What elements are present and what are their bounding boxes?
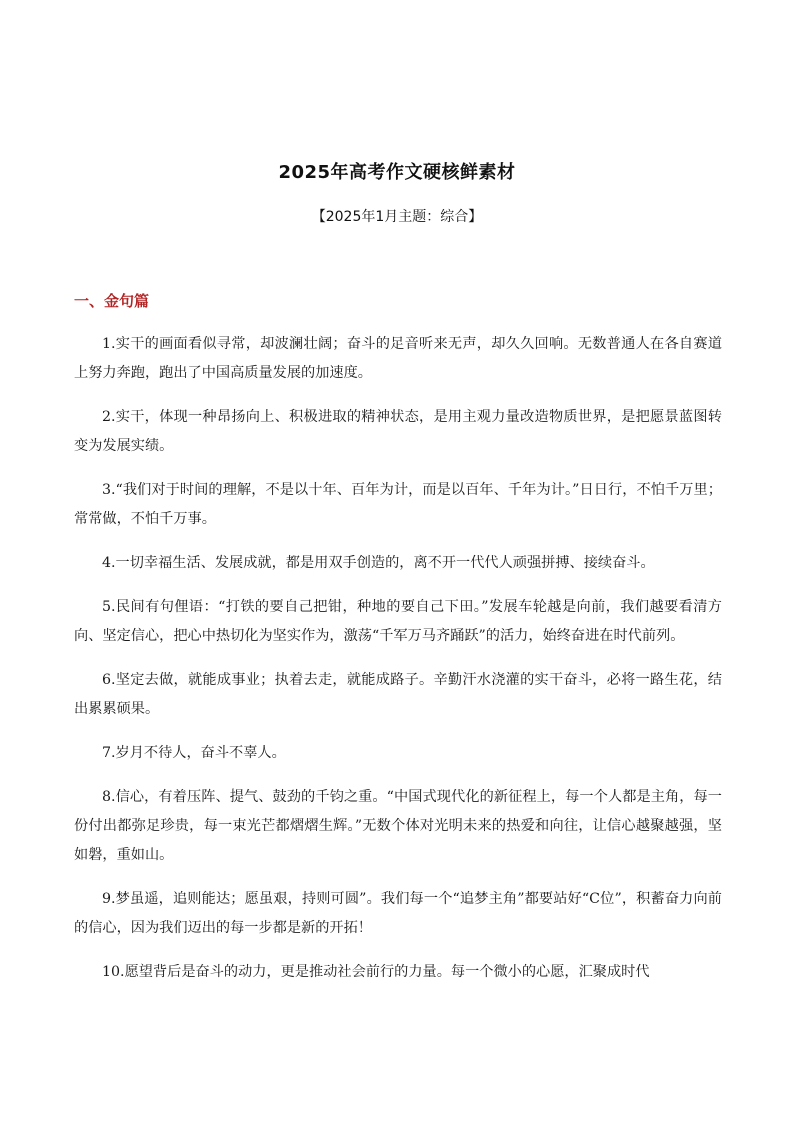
quote-item: 7.岁月不待人，奋斗不辜人。 (102, 745, 286, 761)
page-subtitle: 【2025年1月主题：综合】 (311, 209, 483, 225)
quote-item: 6.坚定去做，就能成事业；执着去走，就能成路子。辛勤汗水浇灌的实干奋斗，必将一路生花，结出累累硕果。 (74, 672, 722, 717)
quote-item: 8.信心，有着压阵、提气、鼓劲的千钧之重。“中国式现代化的新征程上，每一个人都是主角，每一份付出都弥足珍贵，每一束光芒都熠熠生辉。”无数个体对光明未来的热爱和向往，让信心越聚越强，坚如磐，重如山。 (74, 789, 722, 863)
section-heading: 一、金句篇 (74, 292, 150, 310)
quote-item: 1.实干的画面看似寻常，却波澜壮阔；奋斗的足音听来无声，却久久回响。无数普通人在各自赛道上努力奔跑，跑出了中国高质量发展的加速度。 (74, 336, 722, 381)
quote-item: 5.民间有句俚语：“打铁的要自己把钳，种地的要自己下田。”发展车轮越是向前，我们越要看清方向、坚定信心，把心中热切化为坚实作为，激荡“千军万马齐踊跃”的活力，始终奋进在时代前列。 (74, 599, 722, 644)
quote-item: 3.“我们对于时间的理解，不是以十年、百年为计，而是以百年、千年为计。”日日行，不怕千万里；常常做，不怕千万事。 (74, 482, 722, 527)
quote-item: 2.实干，体现一种昂扬向上、积极进取的精神状态，是用主观力量改造物质世界，是把愿景蓝图转变为发展实绩。 (74, 409, 722, 454)
quote-item: 10.愿望背后是奋斗的动力，更是推动社会前行的力量。每一个微小的心愿，汇聚成时代 (102, 964, 650, 980)
quote-item: 9.梦虽遥，追则能达；愿虽艰，持则可圆”。我们每一个“追梦主角”都要站好“C位”，积蓄奋力向前的信心，因为我们迈出的每一步都是新的开拓！ (74, 891, 722, 936)
quote-list (74, 330, 722, 1002)
page-title: 2025年高考作文硬核鲜素材 (278, 162, 516, 183)
quote-item: 4.一切幸福生活、发展成就，都是用双手创造的，离不开一代代人顽强拼搏、接续奋斗。 (102, 555, 655, 571)
